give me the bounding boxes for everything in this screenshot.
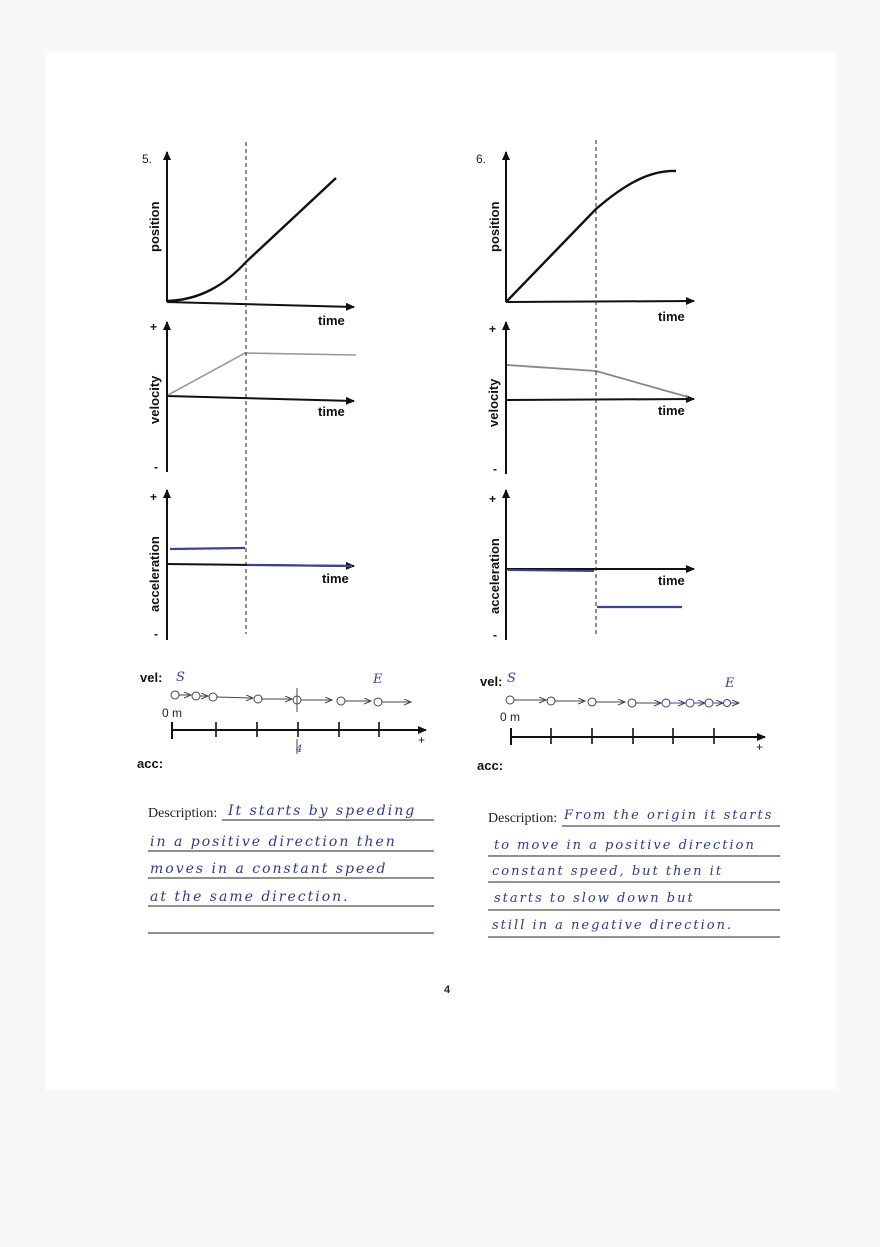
right-position-graph	[506, 152, 694, 302]
problem-number: 6.	[476, 152, 487, 166]
position-axis-label: position	[487, 201, 502, 252]
problem-number: 5.	[142, 152, 153, 166]
start-mark: S	[176, 670, 185, 685]
position-axis-label: position	[147, 201, 162, 252]
description-line-1: From the origin it starts	[564, 808, 774, 823]
velocity-axis-label: velocity	[486, 378, 501, 427]
time-axis-label: time	[658, 573, 685, 588]
left-velocity-curve	[168, 353, 356, 395]
left-position-curve	[167, 178, 336, 301]
description-line-3: constant speed, but then it	[492, 864, 724, 879]
description-line-3: moves in a constant speed	[150, 861, 388, 877]
right-velocity-graph	[506, 322, 694, 474]
right-acceleration-mark-1	[508, 570, 594, 571]
left-position-graph	[167, 152, 354, 307]
vel-label: vel:	[480, 674, 503, 689]
time-axis-label: time	[318, 313, 345, 328]
description-line-4: at the same direction.	[150, 889, 350, 905]
axis-plus-label: +	[418, 733, 426, 747]
right-motion-diagram	[506, 696, 765, 745]
zero-meter-label: 0 m	[500, 710, 521, 724]
acceleration-minus-sign: -	[154, 627, 158, 641]
left-velocity-graph	[167, 322, 356, 472]
end-mark: E	[373, 672, 383, 687]
velocity-plus-sign: +	[489, 322, 497, 336]
acceleration-minus-sign: -	[493, 628, 497, 642]
right-acceleration-graph	[506, 490, 694, 640]
velocity-minus-sign: -	[493, 462, 497, 476]
start-mark: S	[507, 671, 516, 686]
velocity-plus-sign: +	[150, 320, 158, 334]
description-line-1: It starts by speeding	[228, 803, 417, 819]
description-line-2: to move in a positive direction	[494, 838, 756, 853]
acc-label: acc:	[137, 756, 164, 771]
acceleration-axis-label: acceleration	[487, 538, 502, 614]
end-mark: E	[725, 676, 735, 691]
axis-plus-label: +	[756, 740, 764, 754]
acc-label: acc:	[477, 758, 504, 773]
tick-note: 4	[296, 744, 303, 755]
acceleration-plus-sign: +	[150, 490, 158, 504]
description-label: Description:	[488, 811, 558, 826]
velocity-axis-label: velocity	[147, 375, 162, 424]
acceleration-plus-sign: +	[489, 492, 497, 506]
left-acceleration-mark-2	[247, 565, 352, 566]
time-axis-label: time	[658, 309, 685, 324]
page-number: 4	[444, 984, 451, 996]
description-line-4: starts to slow down but	[494, 891, 695, 906]
description-line-5: still in a negative direction.	[492, 918, 734, 933]
left-acceleration-mark-1	[170, 548, 245, 549]
vel-label: vel:	[140, 670, 163, 685]
description-label: Description:	[148, 806, 218, 821]
acceleration-axis-label: acceleration	[147, 536, 162, 612]
right-position-curve	[507, 171, 676, 301]
time-axis-label: time	[658, 403, 685, 418]
time-axis-label: time	[322, 571, 349, 586]
right-velocity-curve	[507, 365, 688, 397]
time-axis-label: time	[318, 404, 345, 419]
left-acceleration-graph	[167, 490, 354, 640]
velocity-minus-sign: -	[154, 460, 158, 474]
zero-meter-label: 0 m	[162, 706, 183, 720]
description-line-2: in a positive direction then	[150, 834, 397, 850]
